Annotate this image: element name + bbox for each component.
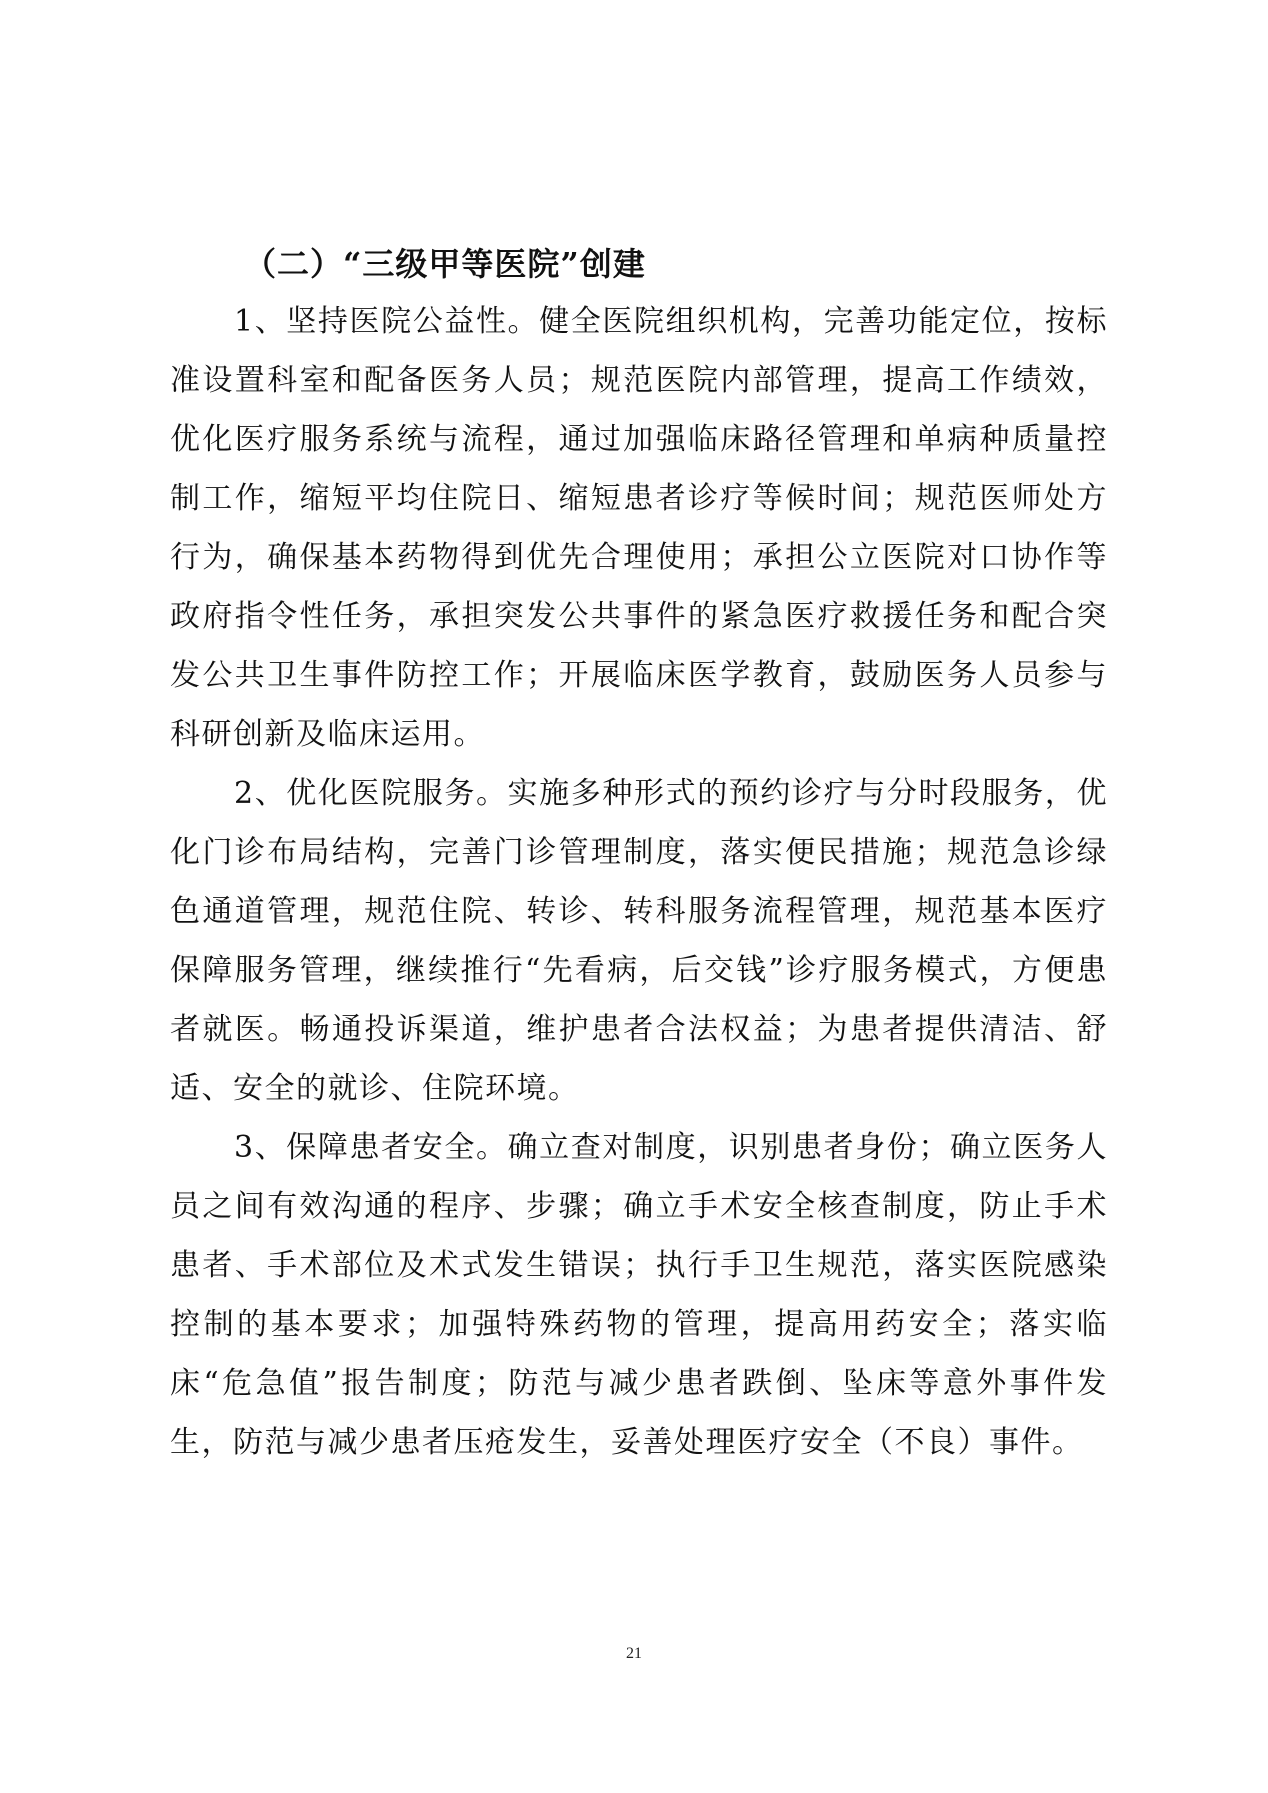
paragraph-2: 2、优化医院服务。实施多种形式的预约诊疗与分时段服务，优化门诊布局结构，完善门诊管理制度，落实便民措施；规范急诊绿色通道管理，规范住院、转诊、转科服务流程管理，规范基本医疗保障服务管理，继续推行“先看病，后交钱”诊疗服务模式，方便患者就医。畅通投诉渠道，维护患者合法权益；为患者提供清洁、舒适、安全的就诊、住院环境。 — [170, 776, 1108, 1106]
document-body — [170, 236, 1108, 1472]
page-number: 21 — [626, 1645, 642, 1662]
paragraph-3: 3、保障患者安全。确立查对制度，识别患者身份；确立医务人员之间有效沟通的程序、步骤；确立手术安全核查制度，防止手术患者、手术部位及术式发生错误；执行手卫生规范，落实医院感染控制的基本要求；加强特殊药物的管理，提高用药安全；落实临床“危急值”报告制度；防范与减少患者跌倒、坠床等意外事件发生，防范与减少患者压疮发生，妥善处理医疗安全（不良）事件。 — [170, 1130, 1108, 1460]
paragraph-1: 1、坚持医院公益性。健全医院组织机构，完善功能定位，按标准设置科室和配备医务人员；规范医院内部管理，提高工作绩效，优化医疗服务系统与流程，通过加强临床路径管理和单病种质量控制工作，缩短平均住院日、缩短患者诊疗等候时间；规范医师处方行为，确保基本药物得到优先合理使用；承担公立医院对口协作等政府指令性任务，承担突发公共事件的紧急医疗救援任务和配合突发公共卫生事件防控工作；开展临床医学教育，鼓励医务人员参与科研创新及临床运用。 — [170, 304, 1108, 752]
section-heading: （二）“三级甲等医院”创建 — [244, 245, 646, 283]
